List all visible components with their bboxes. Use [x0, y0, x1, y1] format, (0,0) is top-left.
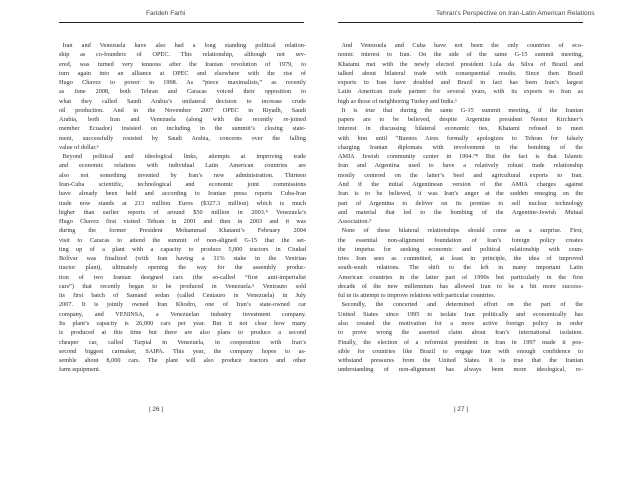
text-line: high as those of neighboring Turkey and India.⁶: [338, 97, 458, 105]
text-line: the essential non-alignment foundation of Iran’s foreign policy creates: [338, 236, 583, 244]
text-line: Secondly, the concerted and determined effort on the part of the: [341, 301, 583, 309]
text-line: Arabia, both Iran and Venezuela (along with the recently re-joined: [59, 116, 306, 124]
text-line: Iran-Cuba scientific, technological and economic joint commissions: [59, 180, 306, 188]
text-line: company, and VENINSA, a Venezuelan industry investment company.: [59, 310, 306, 318]
text-line: 2007. It is jointly owned Iran Khodro, one of Iran’s state-owned car: [59, 301, 306, 309]
text-line: ship as co-founders of OPEC. This relationship, although not sev-: [59, 51, 306, 59]
text-line: cheaper car, called Turpial in Venezuela, in cooperation with Iran’s: [59, 338, 306, 346]
text-line: charging Iranian diplomats with involvement in the bombing of the: [338, 143, 583, 151]
page-number: | 27 |: [454, 406, 468, 413]
text-line: turn again into an alliance at OPEC and elsewhere with the rise of: [59, 69, 306, 77]
header-rule: [338, 22, 583, 23]
text-line: is produced at this time but there are also plans to produce a second: [59, 329, 306, 337]
text-line: second biggest carmaker, SAIPA. This year, the company hopes to as-: [59, 347, 306, 355]
text-line: have already been held and according to Iranian press reports Cuba-Iran: [59, 190, 306, 198]
right-page: [319, 0, 638, 479]
text-line: south-south relations. The shift to the left in many important Latin: [338, 264, 583, 272]
text-line: nomic interest to Iran. On the side of the same G-15 summit meeting,: [338, 51, 583, 59]
text-line: And Venezuela and Cuba have not been the only countries of eco-: [341, 42, 583, 49]
left-page-body: [59, 41, 306, 375]
text-line: ment, successfully resisted by Saudi Arabia, concerns over the falling: [59, 134, 306, 142]
text-line: Iran and Venezuela have also had a long standing political relation-: [62, 42, 306, 49]
text-line: cars”) that recently began to be produced in Venezuela.⁵ Venirauto sold: [59, 282, 306, 290]
text-line: It is true that during the same G-15 summit meeting, if the Iranian: [341, 106, 583, 114]
text-line: value of dollar.³: [59, 143, 99, 151]
text-line: oil production. And in the November 2007 OPEC in Riyadh, Saudi: [59, 106, 306, 114]
text-line: visit to Caracas to attend the summit of non-aligned G-15 that the set-: [59, 236, 306, 244]
text-line: tractor plant), ultimately opening the way for the assembly produc-: [59, 264, 306, 272]
text-line: AMIA Jewish community center in 1994.”⁸ But the fact is that Islamic: [338, 153, 583, 161]
running-head-title: Tehran’s Perspective on Iran-Latin American Relations: [436, 10, 595, 17]
text-line: talked about bilateral trade with consequential results. Since then Brazil: [338, 69, 583, 77]
text-line: the impetus for seeking economic and political relationship with coun-: [338, 245, 583, 253]
text-line: Iran is to be believed, it was Iran’s anger at the sudden reneging on the: [338, 190, 583, 198]
text-line: Its plant’s capacity is 26,000 cars per year. But it not clear how many: [59, 319, 306, 327]
header-rule: [59, 22, 304, 23]
right-page-body: [338, 41, 583, 375]
text-line: Hugo Chavez to power in 1998. As “piece maximalists,” as recently: [59, 79, 306, 87]
text-line: ered, was turned very tenuous after the Iranian revolution of 1979, to: [59, 60, 306, 68]
text-line: tion of two Iranian designed cars (the so-called “first anti-imperialist: [59, 273, 306, 281]
text-line: exports to Iran have doubled and Brazil in fact has been Iran’s largest: [338, 79, 583, 87]
text-line: ful in its attempt to improve relations with particular countries.: [338, 292, 496, 300]
text-line: decade of the new millennium has allowed Iran to be a bit more success-: [338, 282, 583, 290]
text-line: Association.⁹: [338, 218, 372, 226]
text-line: also not something invented by Iran’s new administration. Thirteen: [59, 171, 306, 179]
text-line: Bolívar was finalized (with Iran having a 31% stake in the Venirian: [59, 255, 306, 263]
text-line: during the former President Mohammad Khatami’s February 2004: [59, 227, 306, 235]
page-number: | 26 |: [149, 406, 163, 413]
text-line: to prove wrong the asserted claim about Iran’s international isolation.: [338, 329, 583, 337]
text-line: trade now stands at 213 million Euros ($327.3 million) which is much: [59, 199, 306, 207]
text-line: member Ecuador) insisted on including in the summit’s closing state-: [59, 125, 306, 133]
text-line: sible for countries like Brazil to engage Iran with enough confidence to: [338, 347, 583, 355]
text-line: part of Argentina to deliver on its promise to sell nuclear technology: [338, 199, 583, 207]
text-line: Finally, the election of a reformist president in Iran in 1997 made it pos-: [338, 338, 583, 346]
text-line: American countries in the latter part of 1990s but particularly in the first: [338, 273, 583, 281]
text-line: interest in discussing bilateral economic ties, Khatami refused to meet: [338, 125, 583, 133]
text-line: papers are to be believed, despite Argentine president Nestor Kirchner’s: [338, 116, 583, 124]
running-head-author: Farideh Farhi: [146, 10, 186, 17]
text-line: what they called Saudi Arabia’s unilateral decision to increase crude: [59, 97, 306, 105]
text-line: mostly centered on the latter’s beef and agricultural exports to Iran.: [338, 171, 583, 179]
text-line: and economic relations with individual Latin American countries are: [59, 162, 306, 170]
text-line: And if the initial Argentinean version of the AMIA charges against: [338, 180, 583, 188]
text-line: Khatami met with the newly elected president Lula da Silva of Brazil and: [338, 60, 583, 68]
text-line: tries Iran sees as committed, at least in principle, the idea of improved: [338, 255, 583, 263]
text-line: semble about 8,000 cars. The plant will also produce tractors and other: [59, 357, 306, 365]
text-line: farm equipment.: [59, 366, 101, 374]
text-line: higher than earlier reports of around $50 million in 2003.⁴ Venezuela’s: [59, 208, 306, 216]
text-line: ting up of a plant with a capacity to produce 5,000 tractors in Ciudad: [59, 245, 306, 253]
text-line: as June 2008, both Tehran and Caracas voiced their opposition to: [59, 88, 306, 96]
text-line: United States since 1995 to isolate Iran politically and economically has: [338, 310, 583, 318]
text-line: withstand pressures from the United States. It is true that the Iranian: [338, 357, 583, 365]
text-line: also created the motivation for a more active foreign policy in order: [338, 319, 583, 327]
text-line: its first batch of Samand sedan (called Centauro in Venezuela) in July: [59, 292, 306, 300]
text-line: with him until “Buenos Aires formally apologizes to Tehran for falsely: [338, 134, 583, 142]
text-line: and material that led to the bombing of the Argentine-Jewish Mutual: [338, 208, 583, 216]
text-line: Beyond political and ideological links, attempts at improving trade: [62, 153, 306, 161]
text-line: Iran and Argentina used to have a relatively robust trade relationship: [338, 162, 583, 170]
text-line: Hugo Chavez first visited Tehran in 2001 and then in 2003 and it was: [59, 218, 306, 226]
text-line: understanding of non-alignment has always been more ideological, re-: [338, 366, 583, 374]
text-line: None of these bilateral relationships should come as a surprise. First,: [341, 227, 583, 235]
text-line: Latin American trade partner for several years, with its exports to Iran as: [338, 88, 583, 96]
